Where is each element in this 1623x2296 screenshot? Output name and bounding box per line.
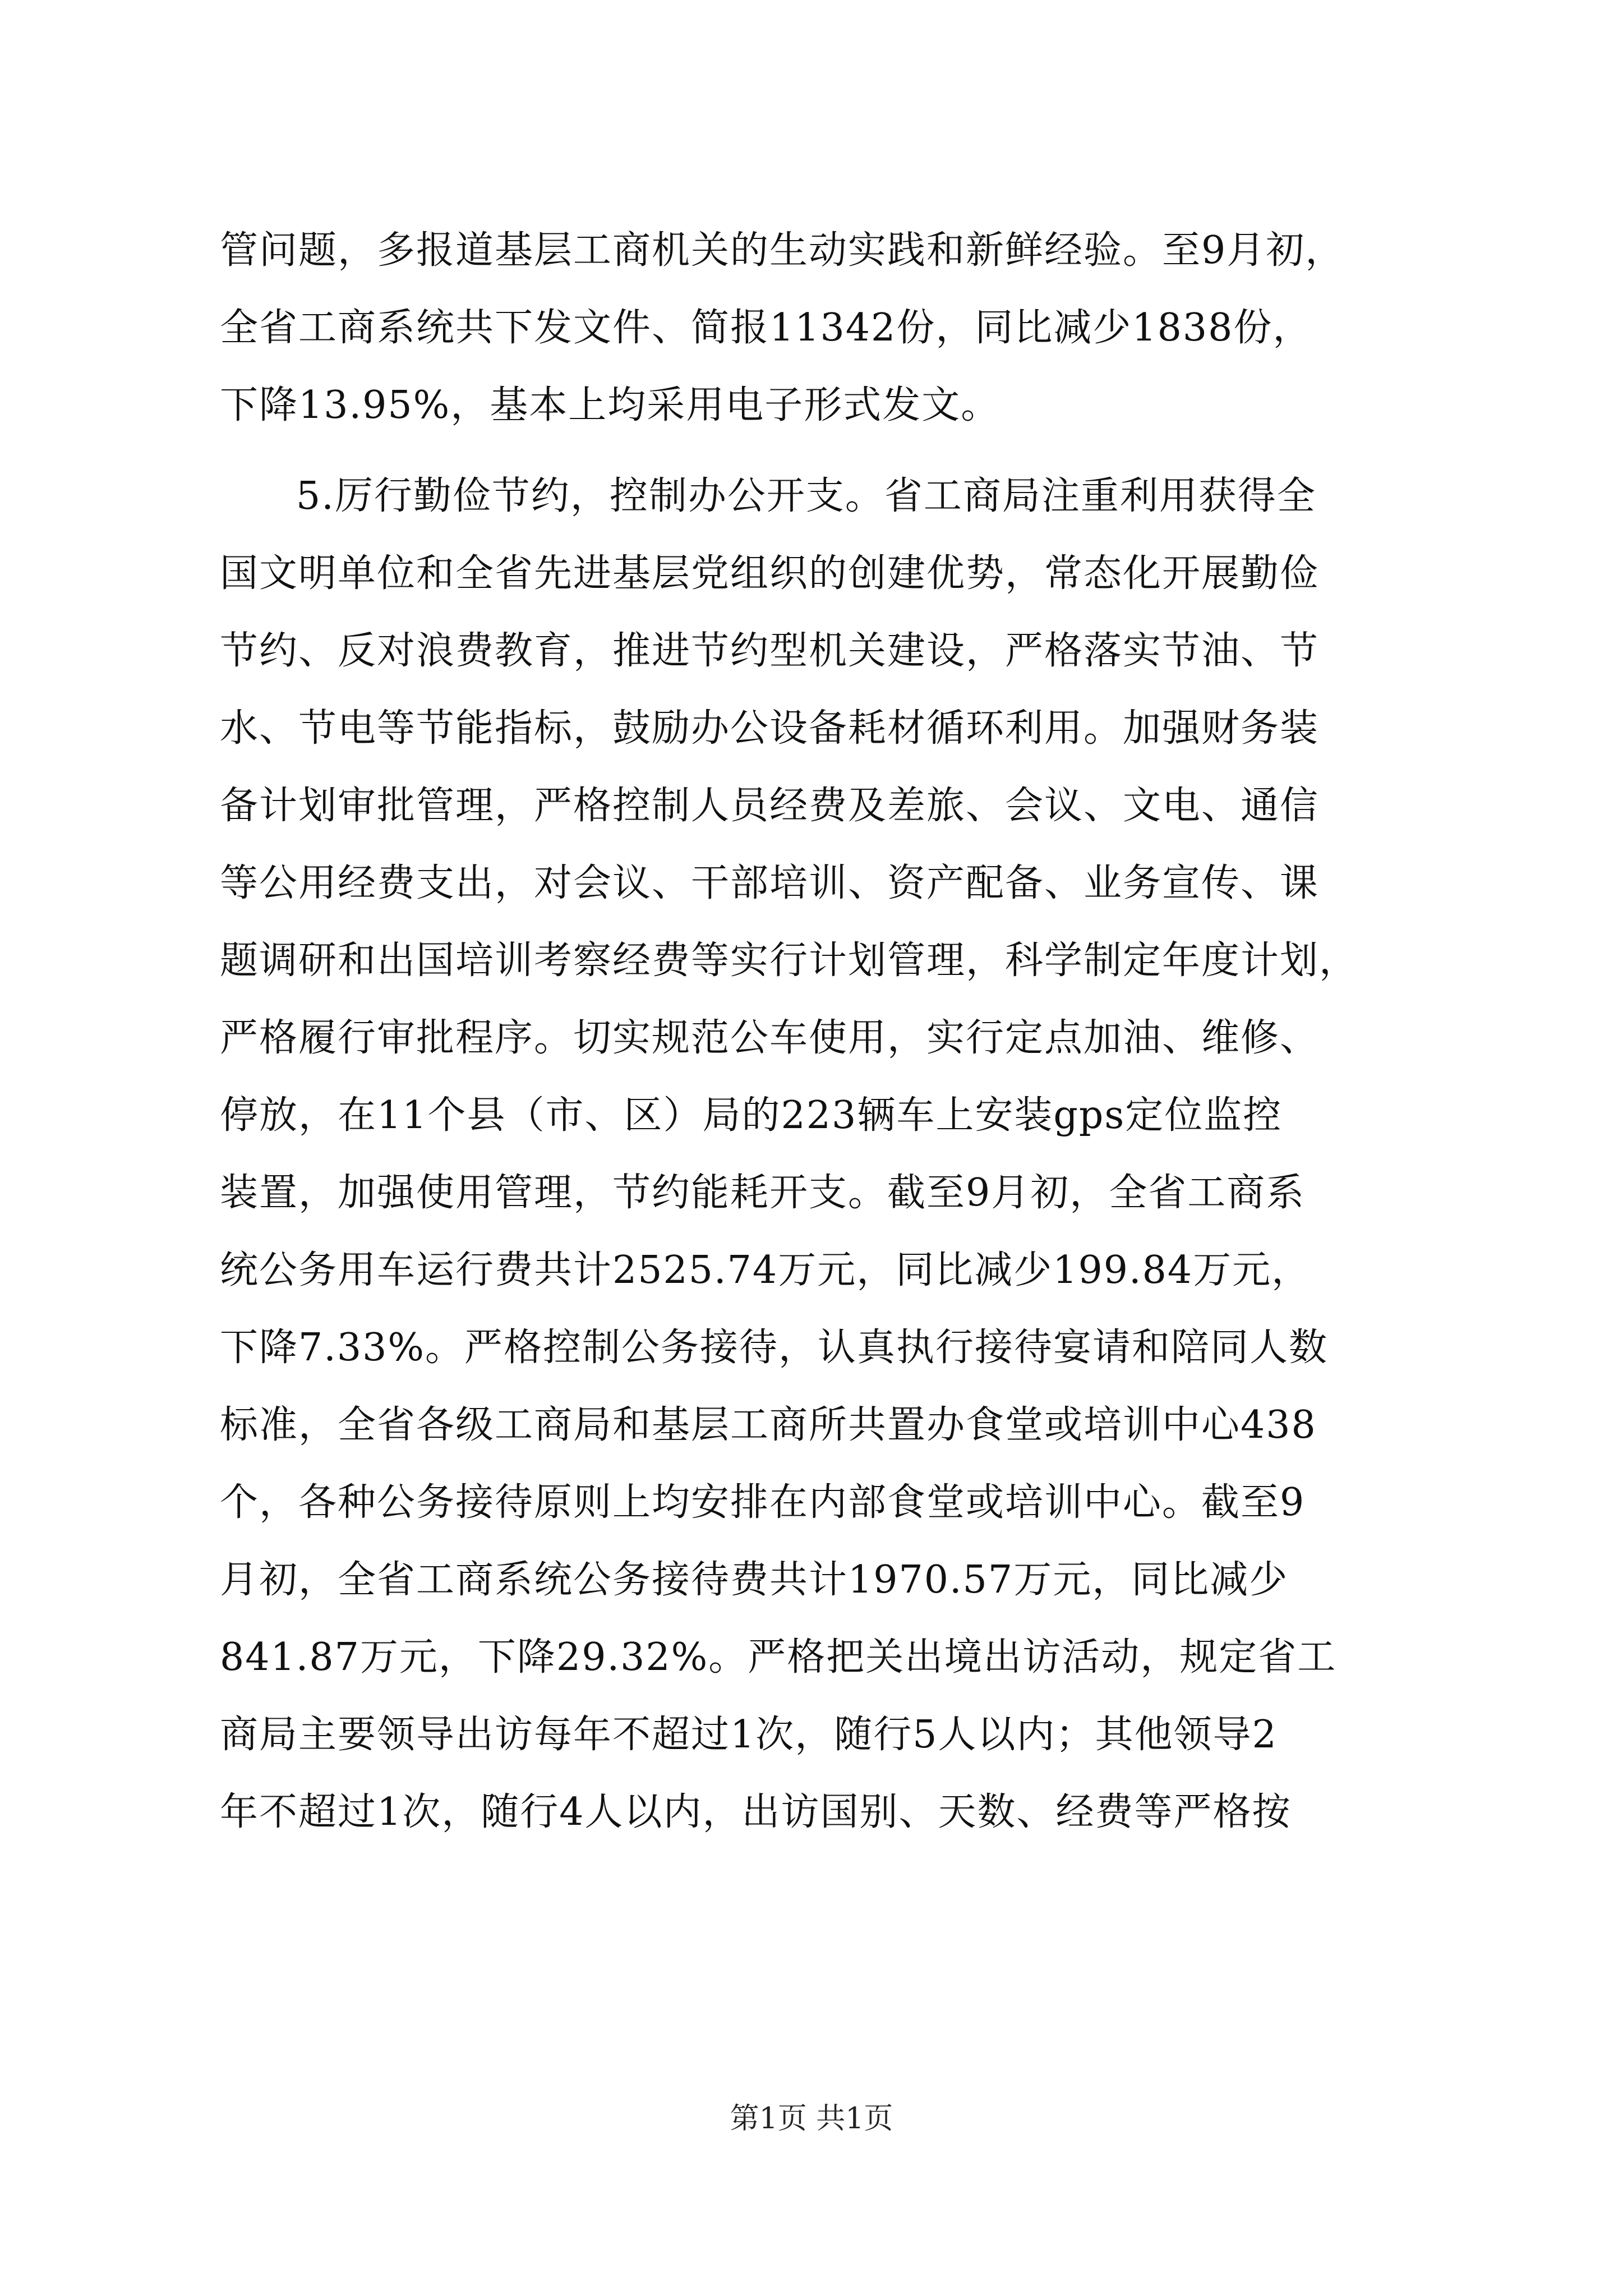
text-line: 等公用经费支出，对会议、干部培训、资产配备、业务宣传、课 (220, 861, 1320, 905)
text-line: 5.厉行勤俭节约，控制办公开支。省工商局注重利用获得全 (296, 474, 1316, 518)
text-line: 国文明单位和全省先进基层党组织的创建优势，常态化开展勤俭 (220, 551, 1320, 596)
text-line: 统公务用车运行费共计2525.74万元，同比减少199.84万元， (220, 1248, 1311, 1292)
paragraph-1 (220, 212, 1420, 444)
paragraph-gap (220, 444, 1420, 458)
page-number-label: 第1页 共1页 (730, 2102, 893, 2136)
text-line: 题调研和出国培训考察经费等实行计划管理，科学制定年度计划， (220, 938, 1359, 983)
text-line: 严格履行审批程序。切实规范公车使用，实行定点加油、维修、 (220, 1016, 1320, 1060)
text-line: 月初，全省工商系统公务接待费共计1970.57万元，同比减少 (220, 1558, 1289, 1602)
text-line: 停放，在11个县（市、区）局的223辆车上安装gps定位监控 (220, 1093, 1283, 1138)
text-line: 装置，加强使用管理，节约能耗开支。截至9月初，全省工商系 (220, 1171, 1306, 1215)
text-line: 管问题，多报道基层工商机关的生动实践和新鲜经验。至9月初， (220, 228, 1345, 273)
page-footer (0, 2099, 1623, 2138)
text-line: 年不超过1次，随行4人以内，出访国别、天数、经费等严格按 (220, 1790, 1292, 1834)
text-line: 下降13.95%，基本上均采用电子形式发文。 (220, 383, 1000, 427)
text-line: 个，各种公务接待原则上均安排在内部食堂或培训中心。截至9 (220, 1480, 1306, 1525)
text-line: 标准，全省各级工商局和基层工商所共置办食堂或培训中心438 (220, 1403, 1317, 1447)
paragraph-2 (220, 458, 1420, 1851)
text-line: 水、节电等节能指标，鼓励办公设备耗材循环利用。加强财务装 (220, 706, 1320, 751)
text-line: 商局主要领导出访每年不超过1次，随行5人以内；其他领导2 (220, 1713, 1278, 1757)
text-line: 全省工商系统共下发文件、简报11342份，同比减少1838份， (220, 306, 1312, 350)
text-line: 备计划审批管理，严格控制人员经费及差旅、会议、文电、通信 (220, 784, 1320, 828)
text-line: 下降7.33%。严格控制公务接待，认真执行接待宴请和陪同人数 (220, 1326, 1329, 1370)
text-line: 节约、反对浪费教育，推进节约型机关建设，严格落实节油、节 (220, 629, 1320, 673)
document-body (220, 212, 1420, 1851)
text-line: 841.87万元，下降29.32%。严格把关出境出访活动，规定省工 (220, 1635, 1337, 1680)
